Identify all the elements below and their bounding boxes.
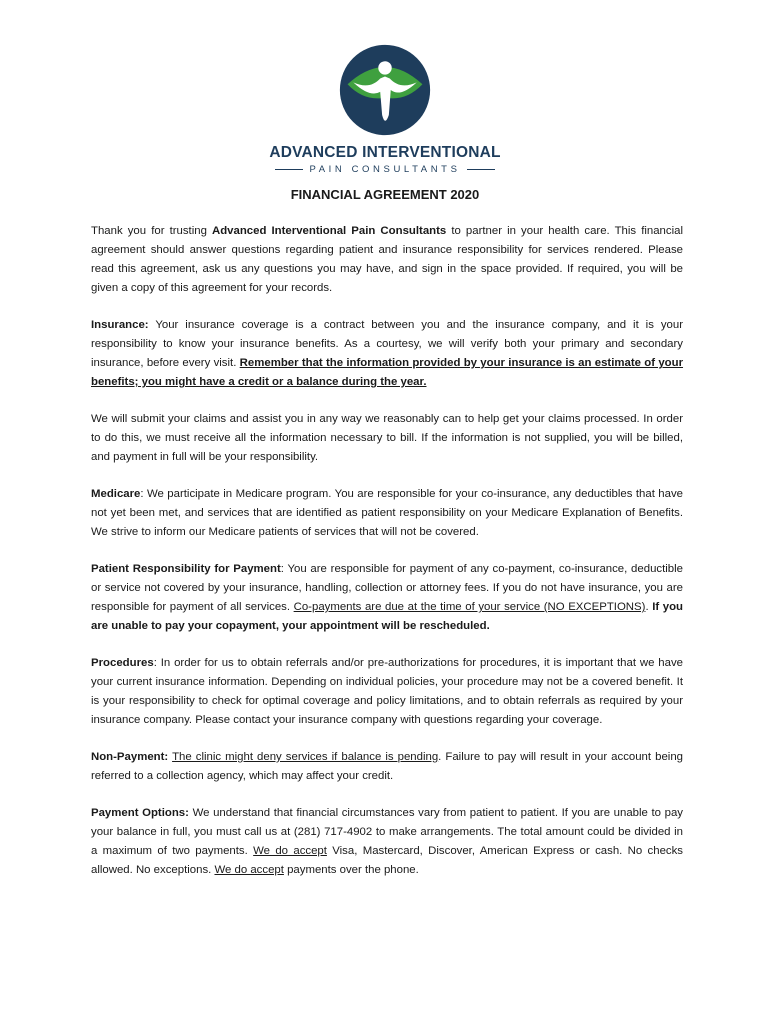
clinic-tagline: PAIN CONSULTANTS bbox=[309, 164, 461, 175]
claims-text: We will submit your claims and assist you in any way we reasonably can to help get your claims processed. In order to do this, we must receive all the information necessary to bill. If the information is not supplied, you will be billed, and payment in full will be your responsibility. bbox=[91, 413, 683, 463]
intro-text-2: to partner in your health care. This financial agreement should answer questions regarding patient and insurance responsibility for services rendered. Please read this agreement, ask us any questions you may have, and sign in the space provided. If required, you will be given a copy of this agreement for your records. bbox=[91, 225, 683, 294]
non-payment-paragraph bbox=[91, 748, 683, 786]
payment-options-text-3: payments over the phone. bbox=[283, 864, 419, 876]
tagline-rule-left bbox=[275, 169, 303, 171]
procedures-paragraph bbox=[91, 654, 683, 730]
patient-responsibility-text-1: : You are responsible for payment of any co-payment, co-insurance, deductible or service not covered by your insurance, handling, collection or attorney fees. If you do not have insurance, you are responsible for payment of all services. bbox=[91, 563, 683, 613]
medicare-text: : We participate in Medicare program. You are responsible for your co-insurance, any deductibles that have not yet been met, and services that are identified as patient responsibility on your Medicare Explanation of Benefits. We strive to inform our Medicare patients of services that will not be covered. bbox=[91, 488, 683, 538]
we-do-accept-1: We do accept bbox=[253, 845, 327, 857]
procedures-text: : In order for us to obtain referrals and/or pre-authorizations for procedures, it is important that we have your current insurance information. Depending on individual policies, your procedure may not be a covered benefit. It is your responsibility to check for optimal coverage and policy limitations, and to obtain referrals as required by your insurance company. Please contact your insurance company with questions regarding your coverage. bbox=[91, 657, 683, 726]
patient-responsibility-text-2: . bbox=[645, 601, 653, 613]
insurance-heading: Insurance: bbox=[91, 319, 149, 331]
intro-paragraph bbox=[91, 222, 683, 298]
insurance-text: Your insurance coverage is a contract between you and the insurance company, and it is your responsibility to know your insurance benefits. As a courtesy, we will verify both your primary and secondary insurance, before every visit. bbox=[91, 319, 683, 369]
document-title: FINANCIAL AGREEMENT 2020 bbox=[290, 187, 480, 202]
patient-responsibility-paragraph bbox=[91, 560, 683, 636]
procedures-heading: Procedures bbox=[91, 657, 154, 669]
insurance-paragraph bbox=[91, 316, 683, 392]
figure-emblem-icon bbox=[337, 42, 433, 138]
patient-responsibility-heading: Patient Responsibility for Payment bbox=[91, 563, 281, 575]
payment-options-paragraph bbox=[91, 804, 683, 880]
intro-clinic-name: Advanced Interventional Pain Consultants bbox=[212, 225, 447, 237]
clinic-name: ADVANCED INTERVENTIONAL bbox=[269, 144, 501, 161]
payment-options-text-1: We understand that financial circumstances vary from patient to patient. If you are unable to pay your balance in full, you must call us at (281) 717-4902 to make arrangements. The total amount could be divided in a maximum of two payments. bbox=[91, 807, 683, 857]
insurance-estimate-notice: Remember that the information provided by your insurance is an estimate of your benefits; you might have a credit or a balance during the year. bbox=[91, 357, 684, 388]
tagline-rule-right bbox=[467, 169, 495, 171]
payment-options-text-2: Visa, Mastercard, Discover, American Express or cash. No checks allowed. No exceptions. bbox=[91, 845, 683, 876]
claims-paragraph bbox=[91, 410, 683, 467]
deny-services-notice: The clinic might deny services if balance is pending bbox=[172, 751, 439, 763]
reschedule-notice: If you are unable to pay your copayment, your appointment will be rescheduled. bbox=[91, 601, 684, 632]
medicare-paragraph bbox=[91, 485, 683, 542]
copayment-due-notice: Co-payments are due at the time of your service (NO EXCEPTIONS) bbox=[293, 601, 646, 613]
non-payment-heading: Non-Payment: bbox=[91, 751, 169, 763]
intro-text-1: Thank you for trusting bbox=[91, 225, 212, 237]
document-body bbox=[91, 222, 683, 898]
clinic-logo bbox=[0, 42, 770, 175]
clinic-tagline-row bbox=[275, 164, 494, 175]
medicare-heading: Medicare bbox=[91, 488, 141, 500]
payment-options-heading: Payment Options: bbox=[91, 807, 189, 819]
we-do-accept-2: We do accept bbox=[214, 864, 284, 876]
non-payment-text-2: . Failure to pay will result in your account being referred to a collection agency, which may affect your credit. bbox=[91, 751, 683, 782]
